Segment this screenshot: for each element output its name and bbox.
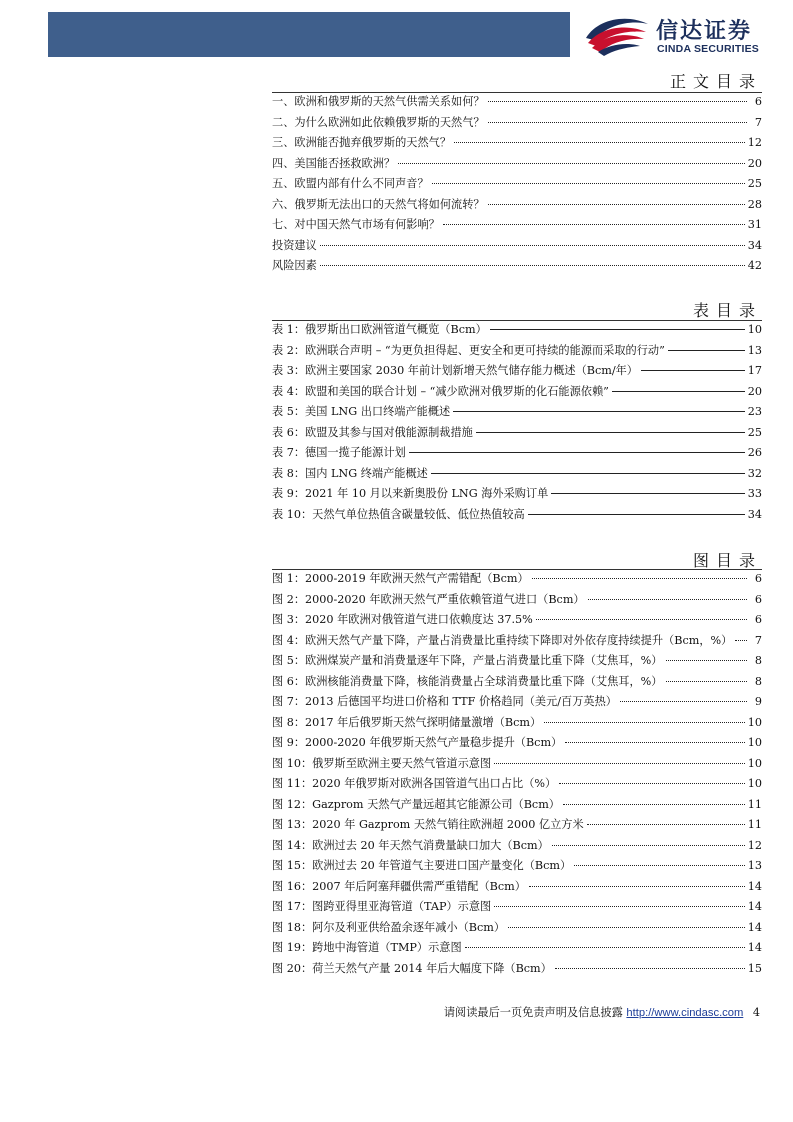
brand-name-en: CINDA SECURITIES [657,43,759,55]
contents-entry[interactable] [272,113,762,134]
leader-line [612,391,745,392]
leader-line [555,968,745,969]
figures-entry[interactable] [272,795,762,816]
tables-entry-label: 表 5：美国 LNG 出口终端产能概述 [272,405,451,418]
tables-entry-label: 表 10：天然气单位热值含碳量较低、低位热值较高 [272,507,525,521]
figures-entry-page: 10 [747,777,762,790]
header-banner [48,12,570,57]
figures-entry-label: 图 6：欧洲核能消费量下降，核能消费量占全球消费量比重下降（艾焦耳，%） [272,674,663,688]
figures-entry[interactable] [272,692,762,713]
contents-entry-page: 28 [747,197,762,211]
figures-entry-label: 图 12：Gazprom 天然气产量远超其它能源公司（Bcm） [272,797,560,811]
figures-entry-label: 图 5：欧洲煤炭产量和消费量逐年下降，产量占消费量比重下降（艾焦耳，%） [272,654,663,667]
leader-line [453,411,745,412]
leader-line [620,701,747,702]
leader-line [536,619,747,620]
page-footer [360,1004,760,1020]
figures-entry-label: 图 14：欧洲过去 20 年天然气消费量缺口加大（Bcm） [272,838,549,852]
figures-entry-label: 图 9：2000-2020 年俄罗斯天然气产量稳步提升（Bcm） [272,736,563,749]
figures-entry-label: 图 17：图跨亚得里亚海管道（TAP）示意图 [272,900,492,913]
leader-line [409,452,745,453]
figures-entry-page: 6 [754,572,762,585]
disclaimer-text: 请阅读最后一页免责声明及信息披露 [443,1006,623,1019]
figures-list [272,569,762,979]
figures-entry[interactable] [272,774,762,795]
leader-line [398,163,745,164]
figures-entry-label: 图 16：2007 年后阿塞拜疆供需严重错配（Bcm） [272,879,526,893]
contents-entry[interactable] [272,256,762,277]
tables-entry-page: 25 [747,425,762,439]
figures-entry-page: 10 [747,756,762,770]
figures-entry[interactable] [272,836,762,857]
tables-entry[interactable] [272,320,762,341]
figures-entry-page: 7 [754,633,762,647]
leader-line [563,804,745,805]
figures-entry-page: 14 [747,879,762,893]
figures-entry-page: 10 [747,736,762,749]
figures-entry[interactable] [272,733,762,754]
leader-line [488,204,745,205]
figures-entry-page: 14 [747,941,762,954]
contents-entry[interactable] [272,154,762,175]
figures-entry-page: 10 [747,715,762,729]
contents-title: 正文目录 [669,72,762,91]
figures-entry[interactable] [272,815,762,836]
contents-entry-label: 二、为什么欧洲如此依赖俄罗斯的天然气？ [272,115,485,129]
website-link[interactable]: http://www.cindasc.com [626,1007,744,1019]
figures-entry-label: 图 19：跨地中海管道（TMP）示意图 [272,941,462,954]
tables-entry[interactable] [272,443,762,464]
cinda-logo [582,12,782,58]
tables-entry-page: 13 [747,343,762,357]
figures-entry[interactable] [272,754,762,775]
leader-line [528,514,745,515]
figures-entry-label: 图 11：2020 年俄罗斯对欧洲各国管道气出口占比（%） [272,777,557,790]
tables-entry[interactable] [272,464,762,485]
contents-entry-page: 34 [747,238,762,252]
contents-entry[interactable] [272,236,762,257]
contents-entry-page: 25 [747,177,762,190]
contents-entry[interactable] [272,174,762,195]
figures-entry[interactable] [272,918,762,939]
leader-line [666,660,748,661]
tables-entry[interactable] [272,402,762,423]
figures-entry[interactable] [272,856,762,877]
figures-entry-page: 13 [747,859,762,872]
tables-entry-label: 表 8：国内 LNG 终端产能概述 [272,466,428,480]
leader-line [551,493,744,494]
leader-line [465,947,745,948]
figures-entry-page: 12 [747,838,762,852]
tables-list [272,320,762,525]
tables-entry[interactable] [272,505,762,526]
figures-entry-page: 9 [754,695,762,708]
leader-line [508,927,745,928]
figures-entry-label: 图 8：2017 年后俄罗斯天然气探明储量激增（Bcm） [272,715,542,729]
figures-entry[interactable] [272,713,762,734]
tables-entry-label: 表 6：欧盟及其参与国对俄能源制裁措施 [272,425,473,439]
contents-entry-label: 风险因素 [272,259,317,272]
cinda-emblem-icon [582,12,652,58]
contents-entry-page: 6 [754,95,762,108]
contents-entry-label: 六、俄罗斯无法出口的天然气将如何流转？ [272,197,485,211]
contents-entry-page: 31 [747,218,762,231]
tables-entry[interactable] [272,484,762,505]
figures-entry-label: 图 20：荷兰天然气产量 2014 年后大幅度下降（Bcm） [272,961,552,975]
leader-line [488,122,747,123]
leader-line [320,265,745,266]
leader-line [320,245,745,246]
figures-entry-label: 图 18：阿尔及利亚供给盈余逐年减小（Bcm） [272,920,506,934]
tables-entry-label: 表 9：2021 年 10 月以来新奥股份 LNG 海外采购订单 [272,487,549,500]
figures-entry[interactable] [272,672,762,693]
figures-entry-page: 8 [754,674,762,688]
figures-entry-label: 图 1：2000-2019 年欧洲天然气产需错配（Bcm） [272,572,529,585]
leader-line [559,783,745,784]
tables-entry[interactable] [272,382,762,403]
contents-entry-page: 20 [747,156,762,170]
leader-line [529,886,745,887]
leader-line [432,183,745,184]
figures-entry-label: 图 2：2000-2020 年欧洲天然气严重依赖管道气进口（Bcm） [272,592,585,606]
tables-entry[interactable] [272,361,762,382]
page-number: 4 [752,1006,760,1019]
leader-line [454,142,745,143]
leader-line [431,473,745,474]
figures-entry-label: 图 4：欧洲天然气产量下降，产量占消费量比重持续下降即对外依存度持续提升（Bcm，%） [272,633,733,647]
figures-entry-page: 11 [747,797,762,811]
tables-entry-page: 33 [747,487,762,500]
figures-title: 图目录 [692,551,762,570]
leader-line [476,432,745,433]
figures-entry-page: 14 [747,900,762,913]
figures-entry-page: 15 [747,961,762,975]
tables-title: 表目录 [692,301,762,320]
figures-entry[interactable] [272,590,762,611]
contents-entry-label: 五、欧盟内部有什么不同声音？ [272,177,429,190]
leader-line [587,824,745,825]
leader-line [490,329,745,330]
contents-entry[interactable] [272,215,762,236]
contents-entry-page: 12 [747,136,762,149]
figures-entry-label: 图 13：2020 年 Gazprom 天然气销往欧洲超 2000 亿立方米 [272,818,584,831]
contents-entry-label: 四、美国能否拯救欧洲？ [272,156,396,170]
figures-entry[interactable] [272,569,762,590]
tables-entry-label: 表 2：欧洲联合声明 – “为更负担得起、更安全和更可持续的能源而采取的行动” [272,343,665,357]
leader-line [574,865,745,866]
tables-entry[interactable] [272,423,762,444]
tables-entry[interactable] [272,341,762,362]
leader-line [544,722,745,723]
leader-line [494,763,745,764]
brand-name-cn: 信达证券 [656,19,753,44]
figures-entry-page: 11 [747,818,762,831]
figures-entry[interactable] [272,631,762,652]
figures-entry[interactable] [272,651,762,672]
leader-line [735,640,747,641]
leader-line [641,370,745,371]
tables-entry-page: 17 [747,364,762,377]
contents-list [272,92,762,277]
figures-entry[interactable] [272,938,762,959]
figures-entry-page: 6 [754,592,762,606]
contents-entry-label: 三、欧洲能否抛弃俄罗斯的天然气？ [272,136,452,149]
contents-entry-page: 42 [747,259,762,272]
figures-entry-label: 图 10：俄罗斯至欧洲主要天然气管道示意图 [272,756,492,770]
leader-line [565,742,745,743]
leader-line [552,845,745,846]
leader-line [588,599,747,600]
leader-line [666,681,748,682]
figures-entry[interactable] [272,897,762,918]
tables-entry-page: 20 [747,384,762,398]
contents-entry-label: 投资建议 [272,238,317,252]
tables-entry-label: 表 1：俄罗斯出口欧洲管道气概览（Bcm） [272,323,487,336]
tables-entry-page: 34 [747,507,762,521]
figures-entry-label: 图 3：2020 年欧洲对俄管道气进口依赖度达 37.5% [272,613,533,626]
contents-entry[interactable] [272,133,762,154]
contents-entry-page: 7 [754,115,762,129]
leader-line [443,224,745,225]
tables-entry-page: 26 [747,446,762,459]
figures-entry[interactable] [272,959,762,980]
figures-entry[interactable] [272,877,762,898]
figures-entry-label: 图 7：2013 后德国平均进口价格和 TTF 价格趋同（美元/百万英热） [272,695,617,708]
contents-entry[interactable] [272,92,762,113]
tables-entry-label: 表 7：德国一揽子能源计划 [272,446,406,459]
tables-entry-label: 表 4：欧盟和美国的联合计划 – “减少欧洲对俄罗斯的化石能源依赖” [272,384,609,398]
tables-entry-page: 10 [747,323,762,336]
figures-entry-page: 8 [754,654,762,667]
figures-entry-page: 14 [747,920,762,934]
contents-entry-label: 七、对中国天然气市场有何影响？ [272,218,440,231]
tables-entry-label: 表 3：欧洲主要国家 2030 年前计划新增天然气储存能力概述（Bcm/年） [272,364,638,377]
figures-entry-page: 6 [754,613,762,626]
figures-entry-label: 图 15：欧洲过去 20 年管道气主要进口国产量变化（Bcm） [272,859,572,872]
leader-line [532,578,747,579]
contents-entry[interactable] [272,195,762,216]
leader-line [668,350,745,351]
contents-entry-label: 一、欧洲和俄罗斯的天然气供需关系如何？ [272,95,485,108]
figures-entry[interactable] [272,610,762,631]
tables-entry-page: 23 [747,405,762,418]
tables-entry-page: 32 [747,466,762,480]
leader-line [488,101,747,102]
leader-line [494,906,745,907]
